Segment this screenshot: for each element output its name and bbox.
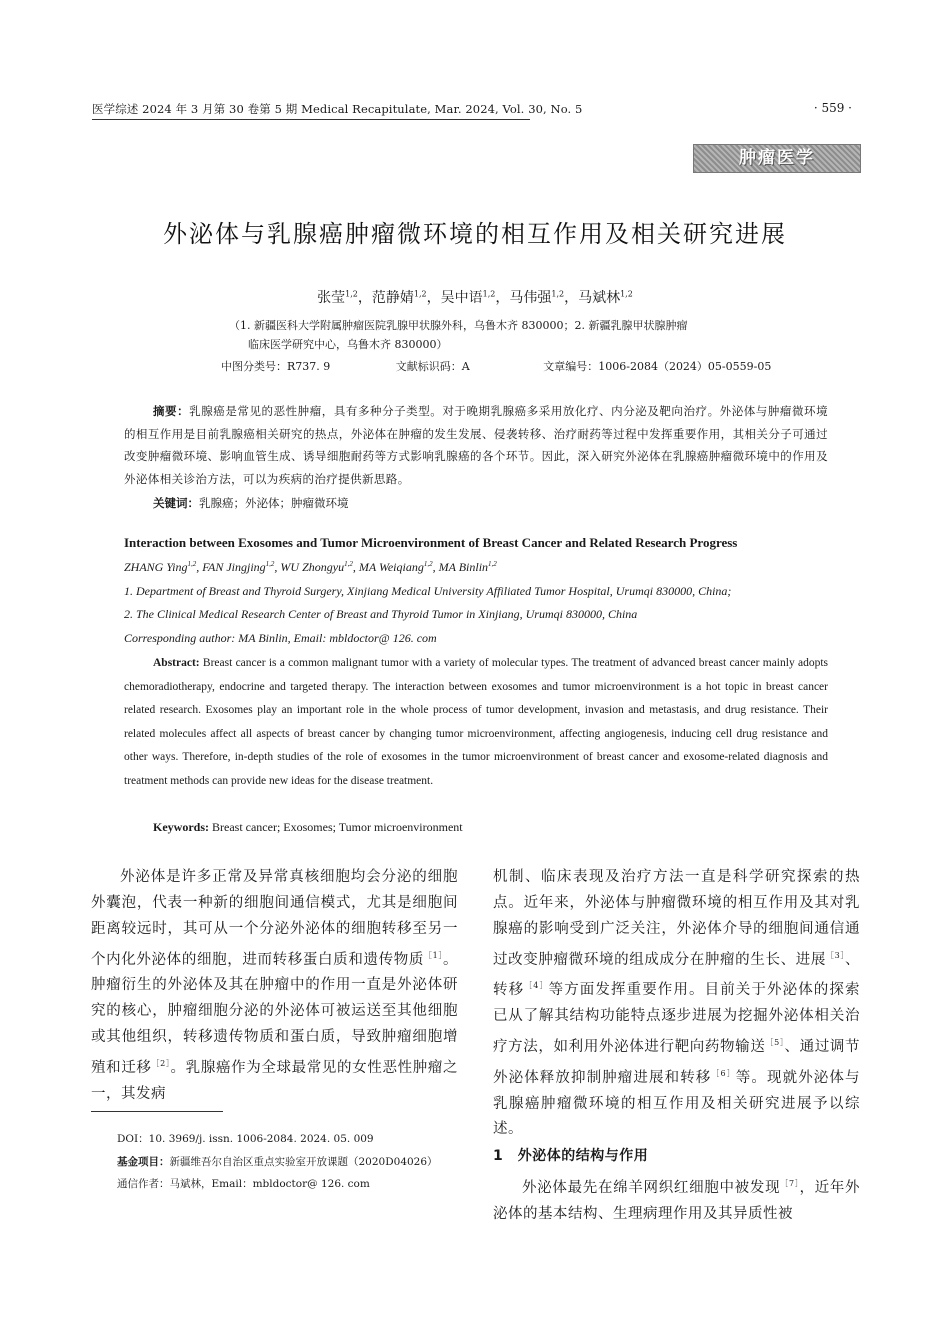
en-author: ZHANG Ying bbox=[124, 560, 188, 574]
article-title: 外泌体与乳腺癌肿瘤微环境的相互作用及相关研究进展 bbox=[163, 220, 787, 248]
english-corresponding: Corresponding author: MA Binlin, Email: mbldoctor@ 126. com bbox=[124, 631, 437, 645]
english-affiliation-1: 1. Department of Breast and Thyroid Surgery, Xinjiang Medical University Affiliated Tumor Hospital, Urumqi 830000, China; bbox=[124, 584, 732, 598]
clc-value: R737. 9 bbox=[287, 360, 331, 373]
author-name: 马伟强 bbox=[509, 290, 552, 306]
en-author: MA Binlin bbox=[438, 560, 489, 574]
body-right-column bbox=[493, 865, 860, 1228]
english-title: Interaction between Exosomes and Tumor Microenvironment of Breast Cancer and Related Research Progress bbox=[124, 535, 738, 550]
en-author-sup: 1,2 bbox=[187, 560, 197, 568]
article-no-value: 1006-2084（2024）05-0559-05 bbox=[598, 360, 772, 373]
clc-label: 中图分类号： bbox=[221, 360, 287, 373]
chinese-keywords bbox=[153, 495, 349, 511]
article-no-label: 文章编号： bbox=[543, 360, 599, 373]
affiliation-line-2: 临床医学研究中心，乌鲁木齐 830000） bbox=[248, 338, 448, 351]
english-affiliation-2: 2. The Clinical Medical Research Center of Breast and Thyroid Tumor in Xinjiang, Urumqi 830000, China bbox=[124, 607, 638, 621]
body-text: 机制、临床表现及治疗方法一直是科学研究探索的热点。近年来，外泌体与肿瘤微环境的相互作用及其对乳腺癌的影响受到广泛关注，外泌体介导的细胞间通信通过改变肿瘤微环境的组成成分在肿瘤的生长、进展 bbox=[493, 869, 860, 968]
body-text: 等方面发挥重要作用。目前关于外泌体的探索已从了解其结构功能特点逐步进展为挖掘外泌体相关治疗方法，如利用外泌体进行靶向药物输送 bbox=[493, 982, 860, 1055]
doc-code-value: A bbox=[461, 360, 470, 373]
author-list: 张莹$^{1,2}$，范静婧$^{1,2}$，吴中语$^{1,2}$，马伟强$^{1,2}$，马斌林$^{1,2}$ bbox=[317, 289, 633, 306]
body-paragraph bbox=[493, 865, 860, 1143]
citation: ［2］ bbox=[151, 1059, 171, 1069]
body-text: 外泌体是许多正常及异常真核细胞均会分泌的细胞外囊泡，代表一种新的细胞间通信模式，尤其是细胞间距离较远时，其可从一个分泌外泌体的细胞转移至另一个内化外泌体的细胞，进而转移蛋白质和遗传物质 bbox=[91, 869, 458, 968]
en-author-sup: 1,2 bbox=[488, 560, 497, 568]
author-sup: 1,2 bbox=[482, 289, 496, 299]
abstract-label: 摘要： bbox=[153, 404, 190, 418]
body-text: 。乳腺癌作为全球最常见的女性恶性肿瘤之一，其发病 bbox=[91, 1060, 458, 1102]
abstract-text: 乳腺癌是常见的恶性肿瘤，具有多种分子类型。对于晚期乳腺癌多采用放化疗、内分泌及靶向治疗。外泌体与肿瘤微环境的相互作用是目前乳腺癌相关研究的热点，外泌体在肿瘤的发生发展、侵袭转移、治疗耐药等过程中发挥重要作用，其相关分子可通过改变肿瘤微环境、影响血管生成、诱导细胞耐药等方式影响乳腺癌的各个环节。因此，深入研究外泌体在乳腺癌肿瘤微环境中的作用及外泌体相关诊治方法，可以为疾病的治疗提供新思路。 bbox=[124, 404, 828, 486]
en-author: FAN Jingjing bbox=[202, 560, 266, 574]
citation: ［1］ bbox=[424, 950, 443, 960]
english-authors: ZHANG Ying$^{1,2}$, FAN Jingjing$^{1,2}$, WU Zhongyu$^{1,2}$, MA Weiqiang$^{1,2}$, MA Binlin$^{1,2}$ bbox=[124, 560, 497, 574]
citation: ［3］ bbox=[826, 950, 845, 960]
english-abstract bbox=[124, 652, 828, 794]
en-author-sup: 1,2 bbox=[265, 560, 275, 568]
body-text: 外泌体最先在绵羊网织红细胞中被发现 bbox=[522, 1180, 781, 1197]
corresponding-author: 通信作者：马斌林，Email：mbldoctor@ 126. com bbox=[117, 1178, 370, 1190]
author-sup: 1,2 bbox=[551, 289, 565, 299]
fund-line bbox=[117, 1151, 438, 1174]
en-author-sup: 1,2 bbox=[344, 560, 353, 568]
affiliation-line-1: （1. 新疆医科大学附属肿瘤医院乳腺甲状腺外科，乌鲁木齐 830000；2. 新疆乳腺甲状腺肿瘤 bbox=[229, 319, 688, 332]
author-sup: 1,2 bbox=[345, 289, 358, 299]
en-keywords-text: Breast cancer; Exosomes; Tumor microenvironment bbox=[212, 820, 463, 834]
english-keywords bbox=[153, 820, 463, 835]
body-text: 、通过调节外泌体释放抑制肿瘤进展和转移 bbox=[493, 1038, 860, 1086]
author-name: 吴中语 bbox=[440, 290, 483, 306]
body-text: 、转移 bbox=[493, 951, 860, 999]
author-name: 范静婧 bbox=[371, 290, 414, 306]
author-sup: 1,2 bbox=[620, 289, 633, 299]
en-author: WU Zhongyu bbox=[280, 560, 345, 574]
body-paragraph bbox=[91, 865, 458, 1108]
body-left-column bbox=[91, 865, 458, 1108]
author-sup: 1,2 bbox=[413, 289, 427, 299]
running-header: 医学综述 2024 年 3 月第 30 卷第 5 期 Medical Recapitulate, Mar. 2024, Vol. 30, No. 5 bbox=[92, 102, 583, 116]
citation: ［7］ bbox=[780, 1179, 800, 1189]
page-number: · 559 · bbox=[813, 101, 852, 115]
en-author-sup: 1,2 bbox=[423, 560, 433, 568]
section-heading: 1 外泌体的结构与作用 bbox=[493, 1148, 649, 1165]
author-name: 马斌林 bbox=[578, 290, 621, 306]
doc-code-label: 文献标识码： bbox=[395, 360, 462, 373]
body-text: 等。现就外泌体与乳腺癌肿瘤微环境的相互作用及相关研究进展予以综述。 bbox=[493, 1069, 860, 1138]
citation: ［6］ bbox=[711, 1068, 736, 1078]
citation: ［5］ bbox=[765, 1038, 785, 1048]
en-keywords-label: Keywords: bbox=[153, 820, 209, 834]
section-badge: 肿瘤医学 bbox=[693, 144, 861, 173]
classification-line bbox=[221, 358, 771, 374]
en-author: MA Weiqiang bbox=[358, 560, 424, 574]
fund-label: 基金项目： bbox=[117, 1155, 170, 1168]
header-rule bbox=[92, 119, 530, 120]
footnotes bbox=[117, 1128, 438, 1196]
keywords-text: 乳腺癌；外泌体；肿瘤微环境 bbox=[199, 496, 349, 510]
doi: DOI：10. 3969/j. issn. 1006-2084. 2024. 05. 009 bbox=[117, 1133, 374, 1145]
citation: ［4］ bbox=[524, 981, 549, 991]
body-text: ，近年外泌体的基本结构、生理病理作用及其异质性被 bbox=[493, 1180, 861, 1223]
author-name: 张莹 bbox=[317, 290, 346, 306]
keywords-label: 关键词： bbox=[153, 496, 199, 510]
en-abstract-label: Abstract: bbox=[153, 657, 200, 669]
chinese-abstract bbox=[124, 400, 828, 490]
body-text: 。肿瘤衍生的外泌体及其在肿瘤中的作用一直是外泌体研究的核心，肿瘤细胞分泌的外泌体可被运送至其他细胞或其他组织，转移遗传物质和蛋白质，导致肿瘤细胞增殖和迁移 bbox=[91, 951, 458, 1076]
en-abstract-text: Breast cancer is a common malignant tumor with a variety of molecular types. The treatment of advanced breast cancer mainly adopts chemoradiotherapy, endocrine and targeted therapy. The interaction between exosomes and tumor microenvironment is a hot topic in breast cancer related research. Exosomes play an important role in the whole process of tumor development, invasion and metastasis, and drug resistance. Their related molecules affect all aspects of breast cancer by changing tumor microenvironment, affecting angiogenesis, inducing cell drug resistance and other ways. Therefore, in-depth studies of the role of exosomes in the tumor microenvironment of breast cancer and exosome-related diagnosis and treatment methods can provide new ideas for the disease treatment. bbox=[124, 657, 829, 787]
body-paragraph bbox=[493, 1171, 860, 1228]
fund-text: 新疆维吾尔自治区重点实验室开放课题（2020D04026） bbox=[169, 1155, 438, 1168]
footnote-rule bbox=[91, 1111, 223, 1112]
